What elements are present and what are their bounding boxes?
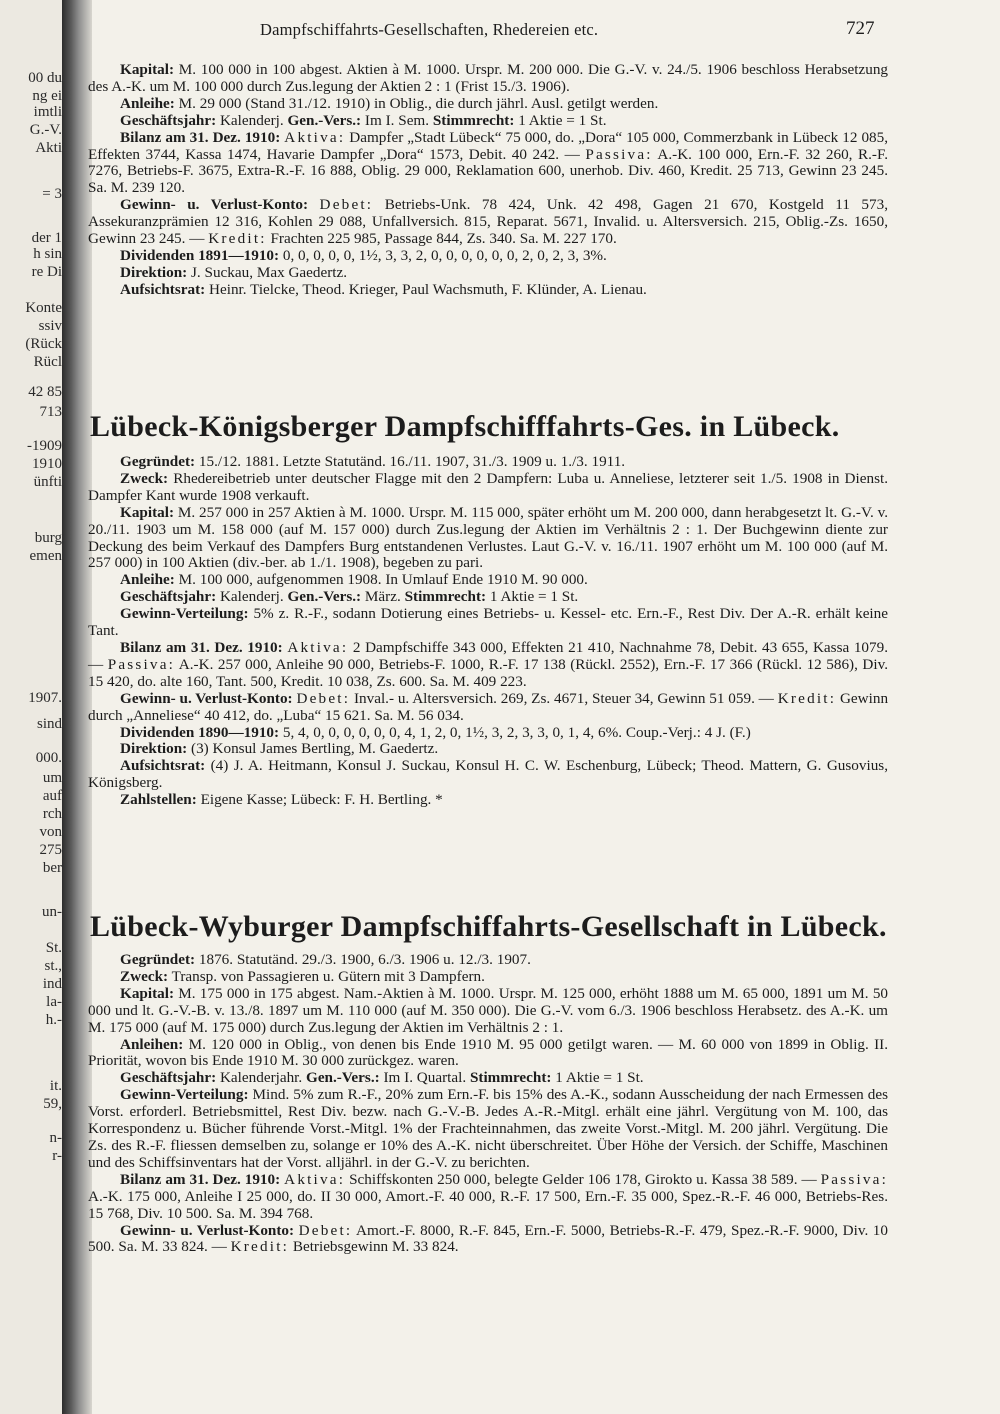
gewinn-para bbox=[88, 197, 888, 248]
facing-page-fragment: n- bbox=[49, 1130, 62, 1146]
geschaeftsjahr-label: Geschäftsjahr: bbox=[120, 111, 217, 129]
bilanz-para bbox=[88, 1172, 888, 1223]
facing-page-fragment: der 1 bbox=[31, 230, 62, 246]
geschaeftsjahr-para bbox=[88, 589, 888, 606]
anleihen-text: M. 120 000 in Oblig., von denen bis Ende 1910 M. 95 000 getilgt waren. — M. 60 000 von 1899 in Oblig. II. Priorität, wovon bis Ende 1910 M. 30 000 zurückgez. waren. bbox=[88, 1035, 889, 1070]
facing-page-fragment: sind bbox=[36, 716, 62, 732]
facing-page-fragment: Akti bbox=[35, 140, 62, 156]
zahlstellen-para bbox=[88, 792, 888, 809]
facing-page-fragment: 000. bbox=[35, 750, 62, 766]
verteilung-label: Gewinn-Verteilung: bbox=[120, 605, 249, 623]
gegruendet-label: Gegründet: bbox=[120, 453, 196, 470]
debet-text: Amort.-F. 8000, R.-F. 845, Ern.-F. 5000, Betriebs-R.-F. 479, Spez.-R.-F. 9000, Div. 10 500. Sa. M. 33 824. — bbox=[88, 1221, 888, 1256]
facing-page-fragment: imtli bbox=[33, 104, 62, 120]
gewinn-para bbox=[88, 1223, 888, 1257]
passiva-text: A.-K. 257 000, Anleihe 90 000, Betriebs-F. 1000, R.-F. 17 138 (Rückl. 2552), Ern.-F. 17 366 (Rückl. 12 586), Div. 15 420, do. alte 160, Tant. 500, Kredit. 10 038, Zs. 600. Sa. M. 409 223. bbox=[88, 655, 889, 690]
facing-page-fragment: Konte bbox=[25, 300, 62, 316]
dividenden-para bbox=[88, 248, 888, 265]
kredit-label: Kredit: bbox=[208, 230, 267, 248]
anleihen-para bbox=[88, 1037, 888, 1071]
debet-text: Inval.- u. Altersversich. 269, Zs. 4671, Steuer 34, Gewinn 51 059. — bbox=[353, 689, 774, 707]
geschaeftsjahr-text: Kalenderj. bbox=[219, 588, 284, 606]
facing-page-fragment: = 3 bbox=[42, 186, 62, 202]
dividenden-label: Dividenden 1891—1910: bbox=[120, 246, 280, 264]
zweck-text: Transp. von Passagieren u. Gütern mit 3 Dampfern. bbox=[171, 967, 485, 985]
gegruendet-text: 1876. Statutänd. 29./3. 1900, 6./3. 1906 u. 12./3. 1907. bbox=[198, 951, 531, 968]
anleihe-para bbox=[88, 96, 888, 113]
bilanz-label: Bilanz am 31. Dez. 1910: bbox=[120, 638, 283, 656]
bilanz-para bbox=[88, 130, 888, 198]
facing-page-fragment: Rücl bbox=[33, 354, 62, 370]
gen-vers-label: Gen.-Vers.: bbox=[306, 1069, 380, 1087]
facing-page-fragment: 1907. bbox=[28, 690, 62, 706]
kapital-label: Kapital: bbox=[120, 984, 175, 1002]
zweck-label: Zweck: bbox=[120, 469, 169, 487]
aktiva-label: Aktiva: bbox=[284, 128, 346, 146]
facing-page-fragment: r- bbox=[52, 1148, 62, 1164]
kredit-label: Kredit: bbox=[230, 1238, 290, 1256]
gen-vers-text: März. bbox=[364, 588, 401, 606]
debet-label: Debet: bbox=[319, 196, 374, 214]
stimmrecht-label: Stimmrecht: bbox=[432, 111, 515, 129]
stimmrecht-text: 1 Aktie = 1 St. bbox=[518, 111, 607, 129]
kapital-para bbox=[88, 505, 888, 573]
facing-page-fragment: ssiv bbox=[38, 318, 62, 334]
gen-vers-label: Gen.-Vers.: bbox=[287, 588, 362, 606]
dividenden-para bbox=[88, 725, 888, 742]
dividenden-text: 5, 4, 0, 0, 0, 0, 0, 0, 4, 1, 2, 0, 1½, 3, 2, 3, 3, 0, 1, 4, 6%. Coup.-Verj.: 4 J. (F.) bbox=[282, 723, 751, 741]
facing-page-fragment: G.-V. bbox=[29, 122, 62, 138]
facing-page-fragment: re Di bbox=[31, 264, 62, 280]
aufsichtsrat-para bbox=[88, 282, 888, 299]
facing-page-fragment: h.- bbox=[45, 1012, 62, 1028]
direktion-text: J. Suckau, Max Gaedertz. bbox=[191, 263, 348, 281]
facing-page-bleed bbox=[0, 0, 62, 1414]
facing-page-fragment: von bbox=[39, 824, 62, 840]
gegruendet-text: 15./12. 1881. Letzte Statutänd. 16./11. 1907, 31./3. 1909 u. 1./3. 1911. bbox=[198, 453, 626, 470]
passiva-label: Passiva: bbox=[585, 145, 653, 163]
aufsichtsrat-text: Heinr. Tielcke, Theod. Krieger, Paul Wachsmuth, F. Klünder, A. Lienau. bbox=[209, 280, 647, 298]
facing-page-fragment: 00 du bbox=[28, 70, 62, 86]
aktiva-text: Schiffskonten 250 000, belegte Gelder 106 178, Girokto u. Kassa 38 589. — bbox=[349, 1170, 817, 1188]
stimmrecht-text: 1 Aktie = 1 St. bbox=[555, 1069, 644, 1087]
passiva-text: A.-K. 100 000, Ern.-F. 32 260, R.-F. 7276, Betriebs-F. 3675, Extra-R.-F. 16 888, Oblig. 29 000, Reklamation 600, unerhob. Div. 460, Kredit. 25 713, Gewinn 23 245. Sa. M. 239 120. bbox=[88, 145, 888, 197]
aufsichtsrat-text: (4) J. A. Heitmann, Konsul J. Suckau, Konsul H. C. W. Eschenburg, Lübeck; Theod. Mattern, G. Gusovius, Königsberg. bbox=[88, 757, 888, 792]
geschaeftsjahr-label: Geschäftsjahr: bbox=[120, 588, 217, 606]
direktion-label: Direktion: bbox=[120, 740, 188, 758]
kredit-label: Kredit: bbox=[777, 689, 837, 707]
facing-page-fragment: la- bbox=[46, 994, 62, 1010]
aufsichtsrat-para bbox=[88, 758, 888, 792]
zweck-para bbox=[88, 471, 888, 505]
geschaeftsjahr-text: Kalenderjahr. bbox=[219, 1069, 303, 1087]
gegruendet-para bbox=[88, 952, 888, 969]
zahlstellen-text: Eigene Kasse; Lübeck: F. H. Bertling. * bbox=[200, 791, 443, 809]
debet-label: Debet: bbox=[296, 689, 351, 707]
gewinn-label: Gewinn- u. Verlust-Konto: bbox=[120, 689, 293, 707]
facing-page-fragment: St. bbox=[45, 940, 62, 956]
zweck-text: Rhedereibetrieb unter deutscher Flagge mit den 2 Dampfern: Luba u. Anneliese, letzterer seit 1./5. 1908 in Dienst. Dampfer Kant wurde 1908 verkauft. bbox=[88, 469, 889, 504]
section-wyburger bbox=[88, 952, 888, 1256]
gegruendet-para bbox=[88, 454, 888, 471]
kredit-text: Gewinn durch „Anneliese“ 40 412, do. „Luba“ 15 621. Sa. M. 56 034. bbox=[88, 689, 889, 724]
section-stadt-luebeck bbox=[88, 62, 888, 299]
verteilung-text: 5% z. R.-F., sodann Dotierung eines Betriebs- u. Kessel- etc. Ern.-F., Rest Div. Der A.-R. erhält keine Tant. bbox=[88, 605, 888, 640]
facing-page-fragment: -1909 bbox=[27, 438, 62, 454]
passiva-label: Passiva: bbox=[820, 1170, 889, 1188]
anleihe-text: M. 29 000 (Stand 31./12. 1910) in Oblig., die durch jährl. Ausl. getilgt werden. bbox=[178, 94, 659, 112]
facing-page-fragment: st., bbox=[44, 958, 62, 974]
facing-page-fragment: (Rück bbox=[25, 336, 62, 352]
direktion-para bbox=[88, 741, 888, 758]
anleihe-para bbox=[88, 572, 888, 589]
gewinn-para bbox=[88, 691, 888, 725]
geschaeftsjahr-para bbox=[88, 1070, 888, 1087]
facing-page-fragment: 1910 bbox=[32, 456, 62, 472]
kapital-text: M. 257 000 in 257 Aktien à M. 1000. Urspr. M. 115 000, später erhöht um M. 200 000, dann herabgesetzt lt. G.-V. v. 20./11. 1903 um M. 158 000 (auf M. 157 000) durch Zus.legung der Aktien im Verhältnis 2 : 1. Der Buchgewinn diente zur Deckung des beim Verkauf des Dampfers Burg entstandenen Verlustes. Laut G.-V. v. 16./11. 1907 erhöht um M. 100 000 (auf M. 257 000) in 100 Aktien (div.-ber. ab 1./1. 1908), begeben zu pari. bbox=[88, 503, 889, 572]
stimmrecht-label: Stimmrecht: bbox=[404, 588, 487, 606]
facing-page-fragment: ng ei bbox=[32, 88, 62, 104]
facing-page-fragment: ünfti bbox=[33, 474, 62, 490]
verteilung-text: Mind. 5% zum R.-F., 20% zum Ern.-F. bis 15% des A.-K., sodann Ausscheidung der nach Ermessen des Vorst. erforderl. Betriebsmittel, Rest Div. bezw. nach G.-V.-B. Jedes A.-R.-Mitgl. erhält eine jährl. Vergütung von M. 100, das Korrespondenz u. Bücher führende Vorst.-Mitgl. 1% der Frachteinnahmen, das zweite Vorst.-Mitgl. M. 200 jährl. Vergütung. Die Zs. des R.-F. fliessen demselben zu, solange er 10% des A.-K. nicht überschreitet. Über Höhe der Versich. der Schiffe, Maschinen und des Schiffsinventars hat der Vorst. alljährl. in der G.-V. zu berichten. bbox=[88, 1086, 889, 1171]
kapital-label: Kapital: bbox=[120, 61, 175, 78]
stimmrecht-label: Stimmrecht: bbox=[469, 1069, 552, 1087]
kapital-para bbox=[88, 62, 888, 96]
facing-page-fragment: 42 85 bbox=[28, 384, 62, 400]
bilanz-label: Bilanz am 31. Dez. 1910: bbox=[120, 1170, 281, 1188]
gewinn-label: Gewinn- u. Verlust-Konto: bbox=[120, 196, 309, 214]
aufsichtsrat-label: Aufsichtsrat: bbox=[120, 280, 206, 298]
geschaeftsjahr-label: Geschäftsjahr: bbox=[120, 1069, 217, 1087]
verteilung-para bbox=[88, 1087, 888, 1172]
direktion-text: (3) Konsul James Bertling, M. Gaedertz. bbox=[191, 740, 439, 758]
kredit-text: Betriebsgewinn M. 33 824. bbox=[292, 1238, 459, 1256]
facing-page-fragment: 59, bbox=[43, 1096, 62, 1112]
anleihe-text: M. 100 000, aufgenommen 1908. In Umlauf Ende 1910 M. 90 000. bbox=[178, 571, 588, 589]
facing-page-fragment: burg bbox=[34, 530, 62, 546]
direktion-para bbox=[88, 265, 888, 282]
facing-page-fragment: auf bbox=[42, 788, 62, 804]
facing-page-fragment: 275 bbox=[39, 842, 62, 858]
aktiva-text: 2 Dampfschiffe 343 000, Effekten 21 410, Nachnahme 78, Debit. 43 655, Kassa 1079. — bbox=[88, 638, 889, 673]
geschaeftsjahr-text: Kalenderj. bbox=[219, 111, 284, 129]
anleihen-label: Anleihen: bbox=[120, 1035, 184, 1053]
facing-page-fragment: ind bbox=[42, 976, 62, 992]
dividenden-text: 0, 0, 0, 0, 0, 1½, 3, 3, 2, 0, 0, 0, 0, 0, 0, 2, 0, 2, 3, 3%. bbox=[282, 246, 607, 264]
kredit-text: Frachten 225 985, Passage 844, Zs. 340. Sa. M. 227 170. bbox=[270, 230, 617, 248]
passiva-text: A.-K. 175 000, Anleihe I 25 000, do. II 30 000, Amort.-F. 40 000, R.-F. 17 500, Ern.-F. 35 000, Spez.-R.-F. 46 000, Betriebs-Res. 15 768, Div. 10 500. Sa. M. 394 768. bbox=[88, 1187, 888, 1222]
dividenden-label: Dividenden 1890—1910: bbox=[120, 723, 280, 741]
facing-page-fragment: h sin bbox=[33, 246, 62, 262]
geschaeftsjahr-para bbox=[88, 113, 888, 130]
gen-vers-text: Im I. Sem. bbox=[364, 111, 430, 129]
bilanz-para bbox=[88, 640, 888, 691]
aktiva-text: Dampfer „Stadt Lübeck“ 75 000, do. „Dora“ 105 000, Commerzbank in Lübeck 12 085, Effekten 3744, Kassa 1474, Havarie Dampfer „Dora“ 1573, Debit. 40 242. — bbox=[88, 128, 889, 163]
zahlstellen-label: Zahlstellen: bbox=[120, 791, 197, 809]
gegruendet-label: Gegründet: bbox=[120, 951, 196, 968]
bilanz-label: Bilanz am 31. Dez. 1910: bbox=[120, 128, 281, 146]
aktiva-label: Aktiva: bbox=[287, 638, 349, 656]
facing-page-fragment: ber bbox=[42, 860, 62, 876]
direktion-label: Direktion: bbox=[120, 263, 188, 281]
stimmrecht-text: 1 Aktie = 1 St. bbox=[489, 588, 579, 606]
gewinn-label: Gewinn- u. Verlust-Konto: bbox=[120, 1221, 295, 1239]
facing-page-fragment: emen bbox=[29, 548, 62, 564]
facing-page-fragment: it. bbox=[49, 1078, 62, 1094]
kapital-para bbox=[88, 986, 888, 1037]
verteilung-label: Gewinn-Verteilung: bbox=[120, 1086, 249, 1104]
zweck-label: Zweck: bbox=[120, 967, 169, 985]
gen-vers-label: Gen.-Vers.: bbox=[287, 111, 362, 129]
debet-text: Betriebs-Unk. 78 424, Unk. 42 498, Gagen 21 670, Kostgeld 11 573, Assekuranzprämien 12 316, Kohlen 29 088, Unfallversich. 815, Reparat. 5671, Invalid. u. Altersversich. 215, Oblig.-Zs. 1650, Gewinn 23 245. — bbox=[88, 196, 889, 248]
kapital-text: M. 100 000 in 100 abgest. Aktien à M. 1000. Urspr. M. 200 000. Die G.-V. v. 24./5. 1906 beschloss Herabsetzung des A.-K. um M. 100 000 durch Zus.legung der Aktien 2 : 1 (Frist 15./3. 1906). bbox=[88, 61, 889, 95]
verteilung-para bbox=[88, 606, 888, 640]
anleihe-label: Anleihe: bbox=[120, 94, 175, 112]
section-koenigsberger bbox=[88, 454, 888, 809]
anleihe-label: Anleihe: bbox=[120, 571, 175, 589]
debet-label: Debet: bbox=[298, 1221, 353, 1239]
kapital-label: Kapital: bbox=[120, 503, 175, 521]
aufsichtsrat-label: Aufsichtsrat: bbox=[120, 757, 206, 775]
kapital-text: M. 175 000 in 175 abgest. Nam.-Aktien à M. 1000. Urspr. M. 125 000, erhöht 1888 um M. 65 000, 1891 um M. 50 000 und lt. G.-V.-B. v. 13./8. 1897 um M. 110 000 (auf M. 350 000). Die G.-V. vom 6./3. 1906 beschloss Herabsetz. des A.-K. um M. 175 000 (auf M. 175 000) durch Zus.legung der Aktien im Verhältnis 2 : 1. bbox=[88, 984, 889, 1036]
section-title-koenigsberger: Lübeck-Königsberger Dampfschifffahrts-Ges. in Lübeck. bbox=[90, 410, 840, 443]
aktiva-label: Aktiva: bbox=[284, 1170, 346, 1188]
facing-page-fragment: um bbox=[42, 770, 62, 786]
zweck-para bbox=[88, 969, 888, 986]
page-number: 727 bbox=[846, 18, 875, 39]
running-title: Dampfschiffahrts-Gesellschaften, Rhedereien etc. bbox=[260, 20, 599, 39]
gen-vers-text: Im I. Quartal. bbox=[383, 1069, 467, 1087]
passiva-label: Passiva: bbox=[107, 655, 176, 673]
facing-page-fragment: 713 bbox=[39, 404, 62, 420]
facing-page-fragment: rch bbox=[42, 806, 62, 822]
section-title-wyburger: Lübeck-Wyburger Dampfschiffahrts-Gesellschaft in Lübeck. bbox=[90, 910, 887, 943]
facing-page-fragment: un- bbox=[42, 904, 62, 920]
